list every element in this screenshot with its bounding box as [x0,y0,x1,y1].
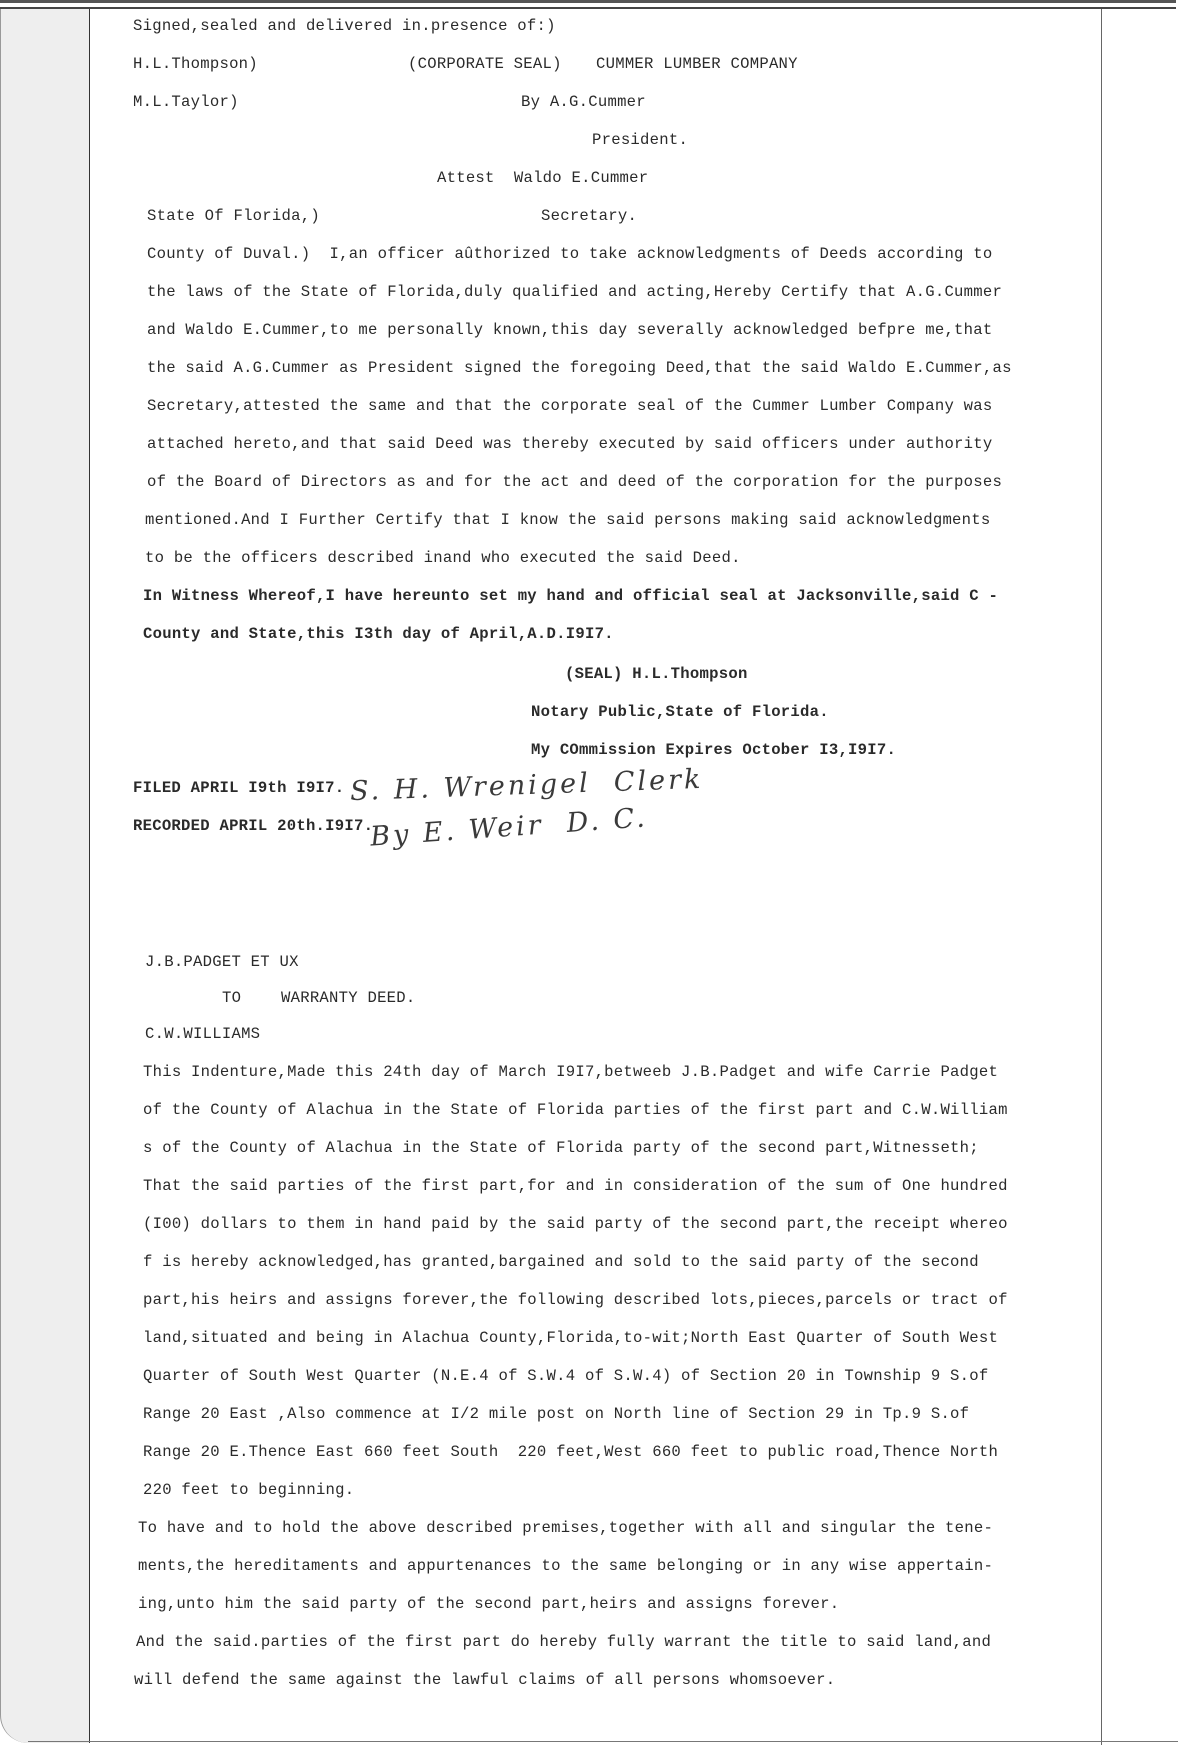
deed-line: Range 20 E.Thence East 660 feet South 220 feet,West 660 feet to public road,Thence North [143,1443,999,1461]
filed-date: FILED APRIL I9th I9I7. [133,779,345,797]
right-margin-rule [1101,9,1102,1745]
notary-title: Notary Public,State of Florida. [531,703,829,721]
ack-line: to be the officers described inand who executed the said Deed. [145,549,741,567]
deed-line: This Indenture,Made this 24th day of March I9I7,betweeb J.B.Padget and wife Carrie Padget [143,1063,999,1081]
signer-president: By A.G.Cummer [521,93,646,111]
deputy-clerk-signature: By E. Weir D. C. [369,802,649,853]
deed-line: 220 feet to beginning. [143,1481,355,1499]
deed-line: s of the County of Alachua in the State of Florida party of the second part,Witnesseth; [143,1139,979,1157]
grantee-name: C.W.WILLIAMS [145,1025,261,1043]
commission-expiry: My COmmission Expires October I3,I9I7. [531,741,897,759]
deed-line: (I00) dollars to them in hand paid by the said party of the second part,the receipt whereo [143,1215,1008,1233]
clerk-signature: S. H. Wrenigel Clerk [349,763,704,808]
attest-secretary: Attest Waldo E.Cummer [437,169,649,187]
grantor-name: J.B.PADGET ET UX [145,953,299,971]
ack-line: attached hereto,and that said Deed was thereby executed by said officers under authority [147,435,993,453]
deed-line: will defend the same against the lawful claims of all persons whomsoever. [134,1671,836,1689]
company-name: CUMMER LUMBER COMPANY [596,55,798,73]
president-title: President. [592,131,689,149]
caption-to: TO [222,989,242,1007]
ack-line: Secretary,attested the same and that the corporate seal of the Cummer Lumber Company was [147,397,993,415]
ack-line: of the Board of Directors as and for the act and deed of the corporation for the purposes [147,473,1003,491]
witness-2: M.L.Taylor) [133,93,239,111]
venue-state: State Of Florida,) [147,207,320,225]
deed-line: ing,unto him the said party of the second part,heirs and assigns forever. [138,1595,840,1613]
attestation-header: Signed,sealed and delivered in.presence of:) [133,17,556,35]
top-border-rule [0,0,1176,3]
left-binding-margin [0,9,90,1743]
ack-line: County of Duval.) I,an officer aûthorized to take acknowledgments of Deeds according to [147,245,993,263]
top-border-rule-inner [0,7,1176,9]
deed-line: And the said.parties of the first part do hereby fully warrant the title to said land,and [136,1633,992,1651]
deed-line: That the said parties of the first part,for and in consideration of the sum of One hundred [143,1177,1008,1195]
deed-line: of the County of Alachua in the State of Florida parties of the first part and C.W.William [143,1101,1008,1119]
deed-type: WARRANTY DEED. [281,989,416,1007]
deed-line: land,situated and being in Alachua County,Florida,to-wit;North East Quarter of South West [143,1329,999,1347]
deed-line: f is hereby acknowledged,has granted,bargained and sold to the said party of the second [143,1253,979,1271]
deed-line: Range 20 East ,Also commence at I/2 mile post on North line of Section 29 in Tp.9 S.of [143,1405,970,1423]
corporate-seal-label: (CORPORATE SEAL) [408,55,562,73]
deed-line: part,his heirs and assigns forever,the following described lots,pieces,parcels or tract of [143,1291,1008,1309]
ack-line: County and State,this I3th day of April,A.D.I9I7. [143,625,614,643]
ack-line: mentioned.And I Further Certify that I know the said persons making said acknowledgments [145,511,991,529]
deed-line: Quarter of South West Quarter (N.E.4 of S.W.4 of S.W.4) of Section 20 in Township 9 S.of [143,1367,989,1385]
witness-1: H.L.Thompson) [133,55,258,73]
ack-line: In Witness Whereof,I have hereunto set my hand and official seal at Jacksonville,said C - [143,587,999,605]
ack-line: the said A.G.Cummer as President signed the foregoing Deed,that the said Waldo E.Cummer,as [147,359,1012,377]
notary-seal-signature: (SEAL) H.L.Thompson [565,665,748,683]
recorded-date: RECORDED APRIL 20th.I9I7. [133,817,374,835]
deed-line: ments,the hereditaments and appurtenances to the same belonging or in any wise appertain- [138,1557,994,1575]
deed-line: To have and to hold the above described premises,together with all and singular the tene- [138,1519,994,1537]
secretary-title: Secretary. [541,207,638,225]
ack-line: the laws of the State of Florida,duly qualified and acting,Hereby Certify that A.G.Cummer [147,283,1003,301]
ack-line: and Waldo E.Cummer,to me personally known,this day severally acknowledged befpre me,that [147,321,993,339]
bottom-border-rule [28,1741,1178,1742]
